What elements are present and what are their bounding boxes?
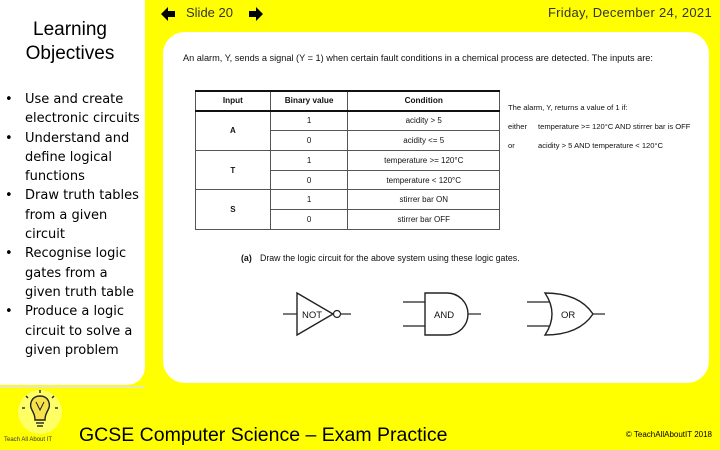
table-row <box>196 111 500 131</box>
inputs-table <box>195 90 500 230</box>
objective-item: • Recognise logic gates from a given truth table <box>5 246 135 300</box>
copyright-notice: © TeachAllAboutIT 2018 <box>625 430 712 439</box>
objective-item: • Understand and define logical functions <box>5 130 130 185</box>
slide-number: Slide 20 <box>186 5 233 20</box>
part-a-question <box>241 253 520 263</box>
objectives-title <box>0 18 140 66</box>
input-cell: S <box>196 190 271 230</box>
question-panel <box>163 32 709 383</box>
objective-item: • Produce a logic circuit to solve a given problem <box>5 304 133 358</box>
condition-cell: temperature >= 120°C <box>348 150 500 170</box>
and-gate-label: AND <box>434 310 455 321</box>
objectives-title-line-2: Objectives <box>25 43 115 64</box>
not-gate-label: NOT <box>302 310 323 321</box>
column-header: Input <box>196 91 271 111</box>
either-condition-row <box>508 117 690 136</box>
binary-cell: 0 <box>270 210 348 230</box>
part-a-text: Draw the logic circuit for the above system using these logic gates. <box>260 253 520 263</box>
table-row <box>196 150 500 170</box>
condition-cell: stirrer bar OFF <box>348 210 500 230</box>
alarm-conditions <box>508 98 690 155</box>
or-label: or <box>508 141 515 150</box>
previous-slide-arrow-icon[interactable] <box>160 6 176 22</box>
or-gate-icon <box>527 290 607 338</box>
objective-item: • Use and create electronic circuits <box>5 92 140 127</box>
condition-cell: stirrer bar ON <box>348 190 500 210</box>
objectives-title-line-1: Learning <box>33 19 107 40</box>
table-row <box>196 190 500 210</box>
either-condition: temperature >= 120°C AND stirrer bar is OFF <box>538 122 691 131</box>
binary-cell: 1 <box>270 150 348 170</box>
alarm-intro: The alarm, Y, returns a value of 1 if: <box>508 103 628 112</box>
condition-cell: acidity > 5 <box>348 111 500 131</box>
binary-cell: 0 <box>270 131 348 151</box>
objective-item: • Draw truth tables from a given circuit <box>5 188 139 243</box>
binary-cell: 0 <box>270 170 348 190</box>
or-gate-label: OR <box>561 310 576 321</box>
column-header: Binary value <box>270 91 348 111</box>
not-gate-icon <box>283 290 353 338</box>
question-intro: An alarm, Y, sends a signal (Y = 1) when certain fault conditions in a chemical process are detected. The inputs are: <box>183 53 653 63</box>
condition-cell: acidity <= 5 <box>348 131 500 151</box>
or-condition: acidity > 5 AND temperature < 120°C <box>538 141 664 150</box>
objectives-panel <box>0 0 145 385</box>
next-slide-arrow-icon[interactable] <box>248 6 264 22</box>
course-title: GCSE Computer Science – Exam Practice <box>79 424 448 446</box>
column-header: Condition <box>348 91 500 111</box>
or-condition-row <box>508 136 690 155</box>
table-header-row <box>196 91 500 111</box>
and-gate-icon <box>403 290 483 338</box>
input-cell: T <box>196 150 271 190</box>
condition-cell: temperature < 120°C <box>348 170 500 190</box>
part-a-label: (a) <box>241 253 252 263</box>
either-label: either <box>508 122 527 131</box>
slide-date: Friday, December 24, 2021 <box>547 5 712 20</box>
input-cell: A <box>196 111 271 151</box>
objectives-list <box>4 90 140 360</box>
binary-cell: 1 <box>270 190 348 210</box>
binary-cell: 1 <box>270 111 348 131</box>
logo-text: Teach All About IT <box>4 437 53 443</box>
